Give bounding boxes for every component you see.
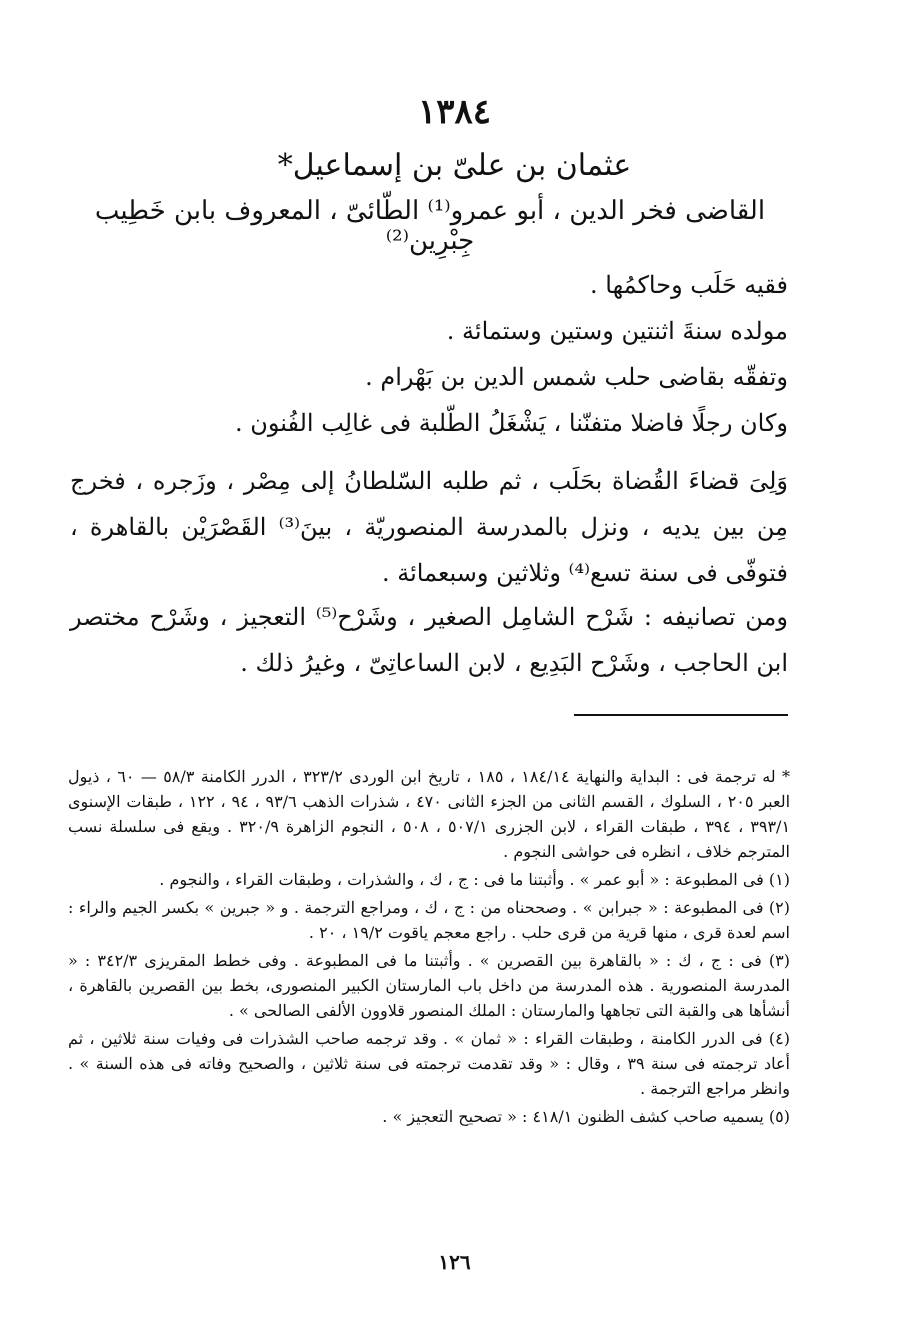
footnotes-section: [68, 764, 790, 1132]
footnote-divider: [574, 714, 788, 716]
biography-name: عثمان بن علىّ بن إسماعيل*: [277, 148, 632, 183]
biography-subtitle: القاضى فخر الدين ، أبو عمرو⁽¹⁾ الطّائىّ ، المعروف بابن خَطِيب جِبْرِين⁽²⁾: [94, 196, 766, 256]
footnote-5: (٥) يسميه صاحب كشف الظنون ٤١٨/١ : « تصحيح التعجيز » .: [382, 1107, 790, 1126]
footnote-3: (٣) فى : ج ، ك : « بالقاهرة بين القصرين » . وأثبتنا ما فى المطبوعة . وفى خطط المقريزى ٣٤٢/٣ : « المدرسة المنصورية . هذه المدرسة من داخل باب المارستان الكبير المنصورى، بخط بين القصرين بالقاهرة ، أنشأها هى والقبة التى تجاهها والمارستان : الملك المنصور قلاوون الألفى الصالحى » .: [68, 951, 790, 1020]
biography-body-lines: [70, 262, 788, 446]
page-number: ١٢٦: [438, 1250, 471, 1274]
footnote-2: (٢) فى المطبوعة : « جبرابن » . وصححناه من : ج ، ك ، ومراجع الترجمة . و « جبرين » بكسر الجيم والراء : اسم لعدة قرى ، منها قرية من قرى حلب . راجع معجم ياقوت ١٩/٢ ، ٢٠ .: [68, 898, 790, 942]
footnote-4: (٤) فى الدرر الكامنة ، وطبقات القراء : « ثمان » . وقد ترجمه صاحب الشذرات فى وفيات سنة ثلاثين ، ثم أعاد ترجمته فى سنة ٣٩ ، وقال : « وقد تقدمت ترجمته فى سنة ثلاثين ، والصحيح وفاته فى هذه السنة » . وانظر مراجع الترجمة .: [68, 1029, 791, 1098]
body-paragraph: وَلِىَ قضاءَ القُضاة بحَلَب ، ثم طلبه السّلطانُ إلى مِصْر ، وزَجره ، فخرج مِن بين يديه ، ونزل بالمدرسة المنصوريّة ، بينَ⁽³⁾ القَصْرَيْن بالقاهرة ، فتوفّى فى سنة تسع⁽⁴⁾ وثلاثين وسبعمائة .: [70, 467, 788, 587]
body-line: وتفقّه بقاضى حلب شمس الدين بن بَهْرام .: [365, 363, 788, 391]
entry-number: ١٣٨٤: [417, 92, 492, 132]
body-line: وكان رجلًا فاضلا متفنّنا ، يَشْغَلُ الطّلبة فى غالِب الفُنون .: [234, 409, 788, 437]
footnote-1: (١) فى المطبوعة : « أبو عمر » . وأثبتنا ما فى : ج ، ك ، والشذرات ، وطبقات القراء ، والنجوم .: [159, 870, 790, 889]
body-line: فقيه حَلَب وحاكمُها .: [590, 271, 788, 299]
footnote-star: * له ترجمة فى : البداية والنهاية ١٨٤/١٤ ، ١٨٥ ، تاريخ ابن الوردى ٣٢٣/٢ ، الدرر الكامنة ٥٨/٣ — ٦٠ ، ذيول العبر ٢٠٥ ، السلوك ، القسم الثانى من الجزء الثانى ٤٧٠ ، شذرات الذهب ٩٣/٦ ، ٩٤ ، ١٢٢ ، طبقات الإسنوى ٣٩٣/١ ، ٣٩٤ ، طبقات القراء ، لابن الجزرى ٥٠٧/١ ، ٥٠٨ ، النجوم الزاهرة ٣٢٠/٩ . ويقع فى سلسلة نسب المترجم خلاف ، انظره فى حواشى النجوم .: [68, 767, 791, 861]
body-line: مولده سنةَ اثنتين وستين وستمائة .: [446, 317, 788, 345]
biography-paragraph-office: [70, 458, 788, 596]
body-paragraph: ومن تصانيفه : شَرْح الشامِل الصغير ، وشَرْح⁽⁵⁾ التعجيز ، وشَرْح مختصر ابن الحاجب ، وشَرْح البَدِيع ، لابن الساعاتِىّ ، وغيرُ ذلك .: [70, 603, 789, 677]
biography-paragraph-works: [70, 594, 788, 686]
